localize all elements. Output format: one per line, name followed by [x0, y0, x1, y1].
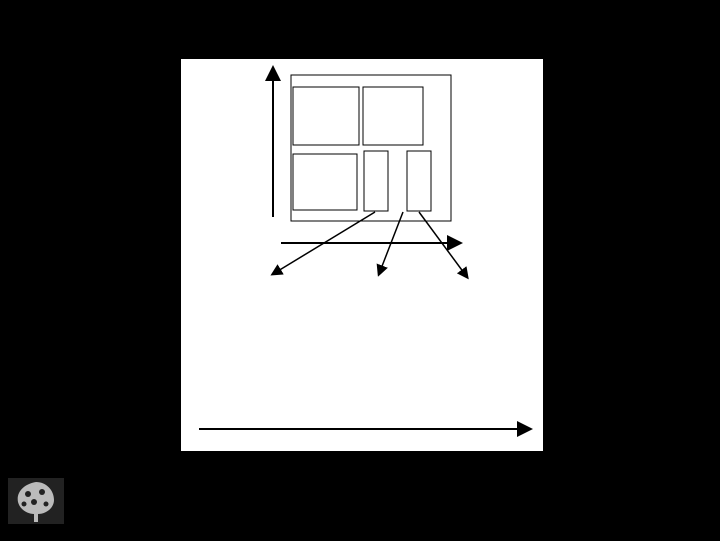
elsevier-logo	[6, 478, 66, 536]
figure-panel	[181, 59, 543, 451]
gate-arrow-right	[419, 212, 467, 277]
